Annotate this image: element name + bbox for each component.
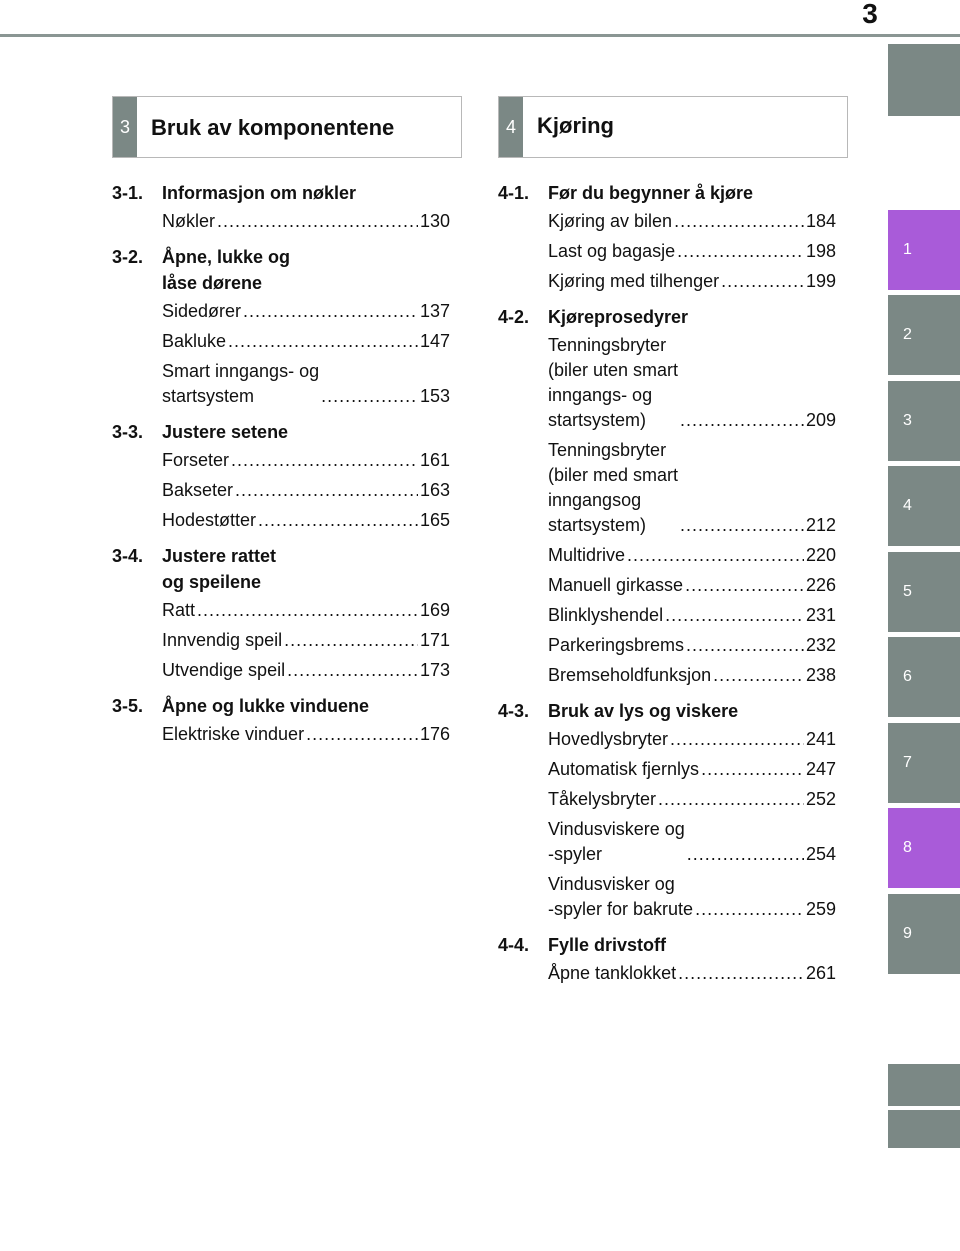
- toc-group-number: 3-2.: [112, 247, 144, 267]
- dot-leader: [231, 448, 418, 473]
- dot-leader: [674, 209, 804, 234]
- toc-entry-title: Tenningsbryter (biler uten smart inngangs- og startsystem): [548, 335, 679, 430]
- toc-group-number: 3-4.: [112, 546, 144, 566]
- side-tab-3[interactable]: 3: [888, 381, 960, 461]
- section-header-4: [498, 96, 848, 158]
- toc-group: [498, 698, 836, 922]
- toc-entry-title: Kjøring med tilhenger: [548, 271, 720, 291]
- toc-group: [498, 180, 836, 294]
- toc-entry[interactable]: [498, 787, 836, 812]
- side-tab-5[interactable]: 5: [888, 552, 960, 632]
- toc-group: [498, 932, 836, 986]
- toc-entry-page: 220: [805, 545, 836, 565]
- toc-group-number: 3-3.: [112, 422, 144, 442]
- toc-group-heading[interactable]: [112, 693, 450, 719]
- toc-entry[interactable]: [112, 478, 450, 503]
- toc-group-title: Informasjon om nøkler: [162, 183, 357, 203]
- page-number: 3: [862, 0, 878, 29]
- toc-entry-page: 171: [419, 630, 450, 650]
- toc-entry[interactable]: [498, 239, 836, 264]
- toc-group-heading[interactable]: [112, 543, 450, 595]
- toc-entry-title: Multidrive: [548, 545, 626, 565]
- toc-entry[interactable]: [498, 961, 836, 986]
- toc-entry[interactable]: [498, 603, 836, 628]
- dot-leader: [701, 757, 804, 782]
- toc-entry-page: 198: [805, 241, 836, 261]
- side-tab-4[interactable]: 4: [888, 466, 960, 546]
- toc-entry-page: 163: [419, 480, 450, 500]
- toc-entry-page: 153: [419, 386, 450, 406]
- dot-leader: [287, 658, 418, 683]
- toc-group-heading[interactable]: [498, 180, 836, 206]
- side-tab-blank-top[interactable]: [888, 44, 960, 116]
- dot-leader: [235, 478, 418, 503]
- toc-entry[interactable]: [112, 329, 450, 354]
- side-tab-8[interactable]: 8: [888, 808, 960, 888]
- toc-group-heading[interactable]: [498, 698, 836, 724]
- toc-group: [112, 543, 450, 683]
- toc-entry-page: 184: [805, 211, 836, 231]
- toc-entry[interactable]: [112, 722, 450, 747]
- toc-entry-title: Blinklyshendel: [548, 605, 664, 625]
- toc-entry[interactable]: [112, 209, 450, 234]
- toc-entry-title: Forseter: [162, 450, 230, 470]
- toc-entry-title: Manuell girkasse: [548, 575, 684, 595]
- toc-group-number: 3-5.: [112, 696, 144, 716]
- toc-entry-page: 231: [805, 605, 836, 625]
- toc-entry[interactable]: [112, 359, 450, 409]
- dot-leader: [677, 239, 804, 264]
- toc-entry-title: Tenningsbryter (biler med smart inngangsog startsystem): [548, 440, 679, 535]
- toc-entry-title: Vindusvisker og -spyler for bakrute: [548, 874, 694, 919]
- dot-leader: [680, 408, 804, 433]
- toc-entry[interactable]: [112, 299, 450, 324]
- toc-entry[interactable]: [498, 543, 836, 568]
- side-tab-9[interactable]: 9: [888, 894, 960, 974]
- toc-entry[interactable]: [498, 757, 836, 782]
- toc-entry-title: Elektriske vinduer: [162, 724, 305, 744]
- toc-group: [112, 693, 450, 747]
- dot-leader: [687, 842, 804, 867]
- toc-entry-title: Åpne tanklokket: [548, 963, 677, 983]
- toc-entry[interactable]: [498, 573, 836, 598]
- toc-group-heading[interactable]: [498, 304, 836, 330]
- toc-group-title: Justere rattet og speilene: [162, 546, 277, 592]
- toc-entry-page: 241: [805, 729, 836, 749]
- toc-entry-page: 169: [419, 600, 450, 620]
- top-rule: [0, 34, 960, 37]
- toc-entry[interactable]: [498, 209, 836, 234]
- dot-leader: [713, 663, 804, 688]
- toc-entry[interactable]: [498, 663, 836, 688]
- toc-entry[interactable]: [498, 872, 836, 922]
- dot-leader: [678, 961, 804, 986]
- toc-group-heading[interactable]: [498, 932, 836, 958]
- toc-entry[interactable]: [112, 628, 450, 653]
- section-number: 4: [499, 97, 523, 157]
- toc-group: [112, 244, 450, 409]
- toc-entry-page: 147: [419, 331, 450, 351]
- dot-leader: [243, 299, 418, 324]
- toc-entry-title: Sidedører: [162, 301, 242, 321]
- dot-leader: [721, 269, 804, 294]
- toc-entry-title: Hovedlysbryter: [548, 729, 669, 749]
- toc-entry-title: Smart inngangs- og startsystem: [162, 361, 320, 406]
- toc-group-number: 3-1.: [112, 183, 144, 203]
- side-tab-6[interactable]: 6: [888, 637, 960, 717]
- dot-leader: [670, 727, 804, 752]
- dot-leader: [284, 628, 418, 653]
- toc-entry-title: Bremseholdfunksjon: [548, 665, 712, 685]
- toc-entry-title: Last og bagasje: [548, 241, 676, 261]
- toc-entry-page: 212: [805, 515, 836, 535]
- toc-entry[interactable]: [112, 658, 450, 683]
- toc-group: [112, 180, 450, 234]
- dot-leader: [306, 722, 418, 747]
- toc-entry-title: Utvendige speil: [162, 660, 286, 680]
- toc-entry-page: 232: [805, 635, 836, 655]
- side-tab-1[interactable]: 1: [888, 210, 960, 290]
- toc-entry-title: Ratt: [162, 600, 196, 620]
- section-title: Kjøring: [537, 113, 614, 138]
- section-title: Bruk av komponentene: [151, 115, 395, 140]
- dot-leader: [228, 329, 418, 354]
- toc-entry-page: 209: [805, 410, 836, 430]
- toc-entry[interactable]: [498, 817, 836, 867]
- dot-leader: [258, 508, 418, 533]
- toc-group-title: Bruk av lys og viskere: [548, 701, 739, 721]
- toc-entry-page: 137: [419, 301, 450, 321]
- toc-entry-title: Vindusviskere og -spyler: [548, 819, 685, 864]
- toc-entry[interactable]: [498, 333, 836, 433]
- section-header-3: [112, 96, 462, 158]
- toc-entry[interactable]: [112, 448, 450, 473]
- toc-column-3: [112, 180, 450, 757]
- toc-entry-title: Bakluke: [162, 331, 227, 351]
- toc-entry-title: Hodestøtter: [162, 510, 257, 530]
- dot-leader: [686, 633, 804, 658]
- toc-entry-title: Tåkelysbryter: [548, 789, 657, 809]
- toc-group: [498, 304, 836, 688]
- toc-group-title: Åpne, lukke og låse dørene: [162, 247, 291, 293]
- dot-leader: [665, 603, 804, 628]
- dot-leader: [680, 513, 804, 538]
- dot-leader: [695, 897, 804, 922]
- toc-group-title: Åpne og lukke vinduene: [162, 696, 370, 716]
- dot-leader: [197, 598, 418, 623]
- toc-entry-page: 259: [805, 899, 836, 919]
- toc-group-number: 4-4.: [498, 935, 530, 955]
- toc-group: [112, 419, 450, 533]
- toc-group-title: Kjøreprosedyrer: [548, 307, 689, 327]
- toc-entry-page: 252: [805, 789, 836, 809]
- toc-entry[interactable]: [498, 727, 836, 752]
- toc-entry-page: 199: [805, 271, 836, 291]
- toc-entry-page: 226: [805, 575, 836, 595]
- toc-entry-page: 161: [419, 450, 450, 470]
- toc-entry-page: 261: [805, 963, 836, 983]
- toc-entry-title: Nøkler: [162, 211, 215, 231]
- toc-group-number: 4-3.: [498, 701, 530, 721]
- toc-group-heading[interactable]: [112, 244, 450, 296]
- dot-leader: [658, 787, 804, 812]
- toc-entry[interactable]: [498, 269, 836, 294]
- toc-group-heading[interactable]: [112, 180, 450, 206]
- toc-entry-page: 173: [419, 660, 450, 680]
- toc-group-title: Fylle drivstoff: [548, 935, 667, 955]
- toc-entry[interactable]: [112, 598, 450, 623]
- toc-entry-page: 238: [805, 665, 836, 685]
- dot-leader: [321, 384, 418, 409]
- toc-entry-title: Bakseter: [162, 480, 234, 500]
- toc-entry-title: Innvendig speil: [162, 630, 283, 650]
- side-tab-2[interactable]: 2: [888, 295, 960, 375]
- toc-group-title: Før du begynner å kjøre: [548, 183, 754, 203]
- toc-group-heading[interactable]: [112, 419, 450, 445]
- toc-entry[interactable]: [498, 438, 836, 538]
- toc-entry[interactable]: [498, 633, 836, 658]
- toc-entry-title: Automatisk fjernlys: [548, 759, 700, 779]
- toc-entry-title: Kjøring av bilen: [548, 211, 673, 231]
- toc-entry-page: 247: [805, 759, 836, 779]
- dot-leader: [627, 543, 804, 568]
- side-tab-7[interactable]: 7: [888, 723, 960, 803]
- toc-entry-page: 165: [419, 510, 450, 530]
- section-number: 3: [113, 97, 137, 157]
- side-tab-blank-2[interactable]: [888, 1110, 960, 1148]
- toc-entry-page: 130: [419, 211, 450, 231]
- dot-leader: [217, 209, 418, 234]
- toc-entry-page: 176: [419, 724, 450, 744]
- toc-group-number: 4-1.: [498, 183, 530, 203]
- toc-column-4: [498, 180, 836, 996]
- side-tab-blank-1[interactable]: [888, 1064, 960, 1106]
- toc-entry-title: Parkeringsbrems: [548, 635, 685, 655]
- dot-leader: [685, 573, 804, 598]
- toc-entry-page: 254: [805, 844, 836, 864]
- toc-group-title: Justere setene: [162, 422, 289, 442]
- toc-entry[interactable]: [112, 508, 450, 533]
- toc-group-number: 4-2.: [498, 307, 530, 327]
